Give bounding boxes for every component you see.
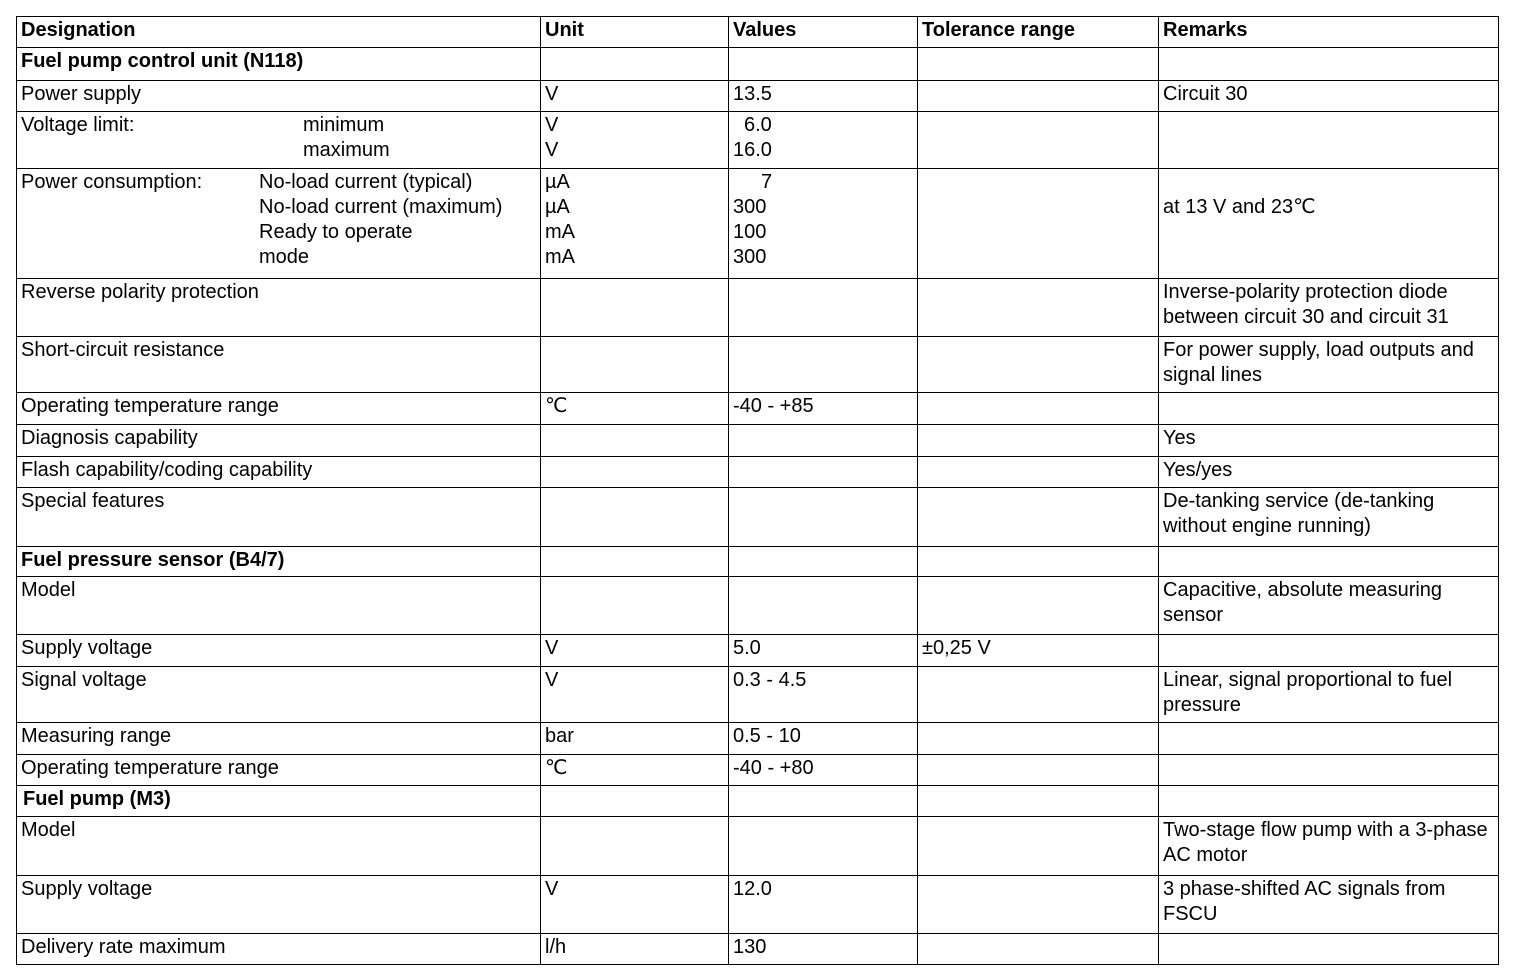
value-line: 300	[733, 196, 767, 219]
unit-line: µA	[545, 196, 570, 219]
table-row	[17, 755, 1499, 786]
table-row	[17, 933, 1499, 964]
remark-cell	[1159, 723, 1499, 755]
remark-cell	[1159, 393, 1499, 425]
tolerance-cell	[918, 169, 1159, 278]
value-cell	[729, 576, 918, 634]
value-cell: -40 - +80	[729, 755, 918, 786]
header-remarks: Remarks	[1159, 17, 1499, 48]
unit-cell	[541, 278, 729, 336]
designation-cell: Model	[17, 576, 541, 634]
unit-cell	[541, 546, 729, 576]
remark-cell	[1159, 546, 1499, 576]
designation-cell: Measuring range	[17, 723, 541, 755]
table-row	[17, 336, 1499, 392]
unit-cell: l/h	[541, 933, 729, 964]
remark-cell: For power supply, load outputs and signal lines	[1159, 336, 1499, 392]
designation-cell: Supply voltage	[17, 634, 541, 666]
unit-line: V	[545, 114, 559, 137]
header-unit: Unit	[541, 17, 729, 48]
unit-cell	[541, 576, 729, 634]
spec-sheet	[16, 16, 1498, 965]
sub-label: maximum	[303, 139, 390, 162]
tolerance-cell: ±0,25 V	[918, 634, 1159, 666]
tolerance-cell	[918, 81, 1159, 112]
remark-cell: Inverse-polarity protection diode between circuit 30 and circuit 31	[1159, 278, 1499, 336]
table-row	[17, 723, 1499, 755]
remark-cell	[1159, 48, 1499, 81]
table-row	[17, 666, 1499, 722]
value-cell	[729, 488, 918, 546]
table-row	[17, 634, 1499, 666]
designation-cell: Delivery rate maximum	[17, 933, 541, 964]
tolerance-cell	[918, 576, 1159, 634]
unit-cell	[541, 425, 729, 457]
value-cell: 0.3 - 4.5	[729, 666, 918, 722]
unit-line: V	[545, 139, 559, 162]
designation-cell: Reverse polarity protection	[17, 278, 541, 336]
designation-cell	[17, 112, 541, 169]
value-cell: 130	[729, 933, 918, 964]
value-cell	[729, 278, 918, 336]
header-designation: Designation	[17, 17, 541, 48]
unit-cell: V	[541, 81, 729, 112]
remark-cell: Circuit 30	[1159, 81, 1499, 112]
tolerance-cell	[918, 875, 1159, 933]
remark-cell: De-tanking service (de-tanking without engine running)	[1159, 488, 1499, 546]
remark-cell	[1159, 169, 1499, 278]
unit-cell	[541, 786, 729, 817]
value-line: 6.0	[744, 114, 772, 137]
table-row	[17, 169, 1499, 278]
designation-cell: Supply voltage	[17, 875, 541, 933]
tolerance-cell	[918, 817, 1159, 875]
tolerance-cell	[918, 723, 1159, 755]
value-cell	[729, 457, 918, 488]
tolerance-cell	[918, 393, 1159, 425]
value-line: 300	[733, 246, 767, 269]
unit-cell: V	[541, 875, 729, 933]
table-header-row	[17, 17, 1499, 48]
designation-cell: Operating temperature range	[17, 755, 541, 786]
remark-cell: Capacitive, absolute measuring sensor	[1159, 576, 1499, 634]
unit-cell: V	[541, 666, 729, 722]
header-tolerance: Tolerance range	[918, 17, 1159, 48]
unit-cell	[541, 169, 729, 278]
unit-cell: bar	[541, 723, 729, 755]
unit-cell: ℃	[541, 393, 729, 425]
section-title: Fuel pressure sensor (B4/7)	[17, 546, 541, 576]
tolerance-cell	[918, 278, 1159, 336]
sub-label: mode	[259, 246, 310, 269]
section-row	[17, 48, 1499, 81]
tolerance-cell	[918, 786, 1159, 817]
table-row	[17, 278, 1499, 336]
value-cell	[729, 546, 918, 576]
value-cell: 12.0	[729, 875, 918, 933]
table-row	[17, 81, 1499, 112]
table-row	[17, 112, 1499, 169]
value-cell: 13.5	[729, 81, 918, 112]
remark-cell	[1159, 112, 1499, 169]
designation-cell: Power supply	[17, 81, 541, 112]
value-cell	[729, 786, 918, 817]
section-row	[17, 546, 1499, 576]
designation-cell: Operating temperature range	[17, 393, 541, 425]
tolerance-cell	[918, 666, 1159, 722]
table-row	[17, 875, 1499, 933]
remark-cell: Linear, signal proportional to fuel pressure	[1159, 666, 1499, 722]
table-row	[17, 393, 1499, 425]
unit-cell	[541, 817, 729, 875]
remark-cell: Two-stage flow pump with a 3-phase AC motor	[1159, 817, 1499, 875]
remark-line: at 13 V and 23℃	[1163, 196, 1316, 219]
unit-cell	[541, 112, 729, 169]
table-row	[17, 425, 1499, 457]
section-row	[17, 786, 1499, 817]
table-row	[17, 576, 1499, 634]
designation-cell: Short-circuit resistance	[17, 336, 541, 392]
tolerance-cell	[918, 425, 1159, 457]
remark-cell: Yes	[1159, 425, 1499, 457]
value-cell	[729, 425, 918, 457]
table-row	[17, 817, 1499, 875]
value-cell	[729, 112, 918, 169]
tolerance-cell	[918, 546, 1159, 576]
value-line: 7	[761, 171, 773, 194]
designation-cell: Signal voltage	[17, 666, 541, 722]
remark-cell	[1159, 933, 1499, 964]
value-line: 100	[733, 221, 767, 244]
designation-cell: Model	[17, 817, 541, 875]
tolerance-cell	[918, 112, 1159, 169]
tolerance-cell	[918, 336, 1159, 392]
tolerance-cell	[918, 48, 1159, 81]
sub-label: No-load current (typical)	[259, 171, 473, 194]
remark-cell: 3 phase-shifted AC signals from FSCU	[1159, 875, 1499, 933]
designation-cell: Special features	[17, 488, 541, 546]
designation-cell: Flash capability/coding capability	[17, 457, 541, 488]
designation-label: Power consumption:	[21, 171, 203, 194]
unit-cell	[541, 457, 729, 488]
unit-line: µA	[545, 171, 570, 194]
unit-cell: V	[541, 634, 729, 666]
sub-label: No-load current (maximum)	[259, 196, 503, 219]
designation-cell: Diagnosis capability	[17, 425, 541, 457]
unit-cell	[541, 48, 729, 81]
value-cell	[729, 817, 918, 875]
remark-cell: Yes/yes	[1159, 457, 1499, 488]
value-cell: 0.5 - 10	[729, 723, 918, 755]
value-line: 16.0	[733, 139, 772, 162]
header-values: Values	[729, 17, 918, 48]
section-title: Fuel pump control unit (N118)	[17, 48, 541, 81]
unit-cell	[541, 488, 729, 546]
specification-table	[16, 16, 1499, 965]
tolerance-cell	[918, 457, 1159, 488]
value-cell: 5.0	[729, 634, 918, 666]
tolerance-cell	[918, 933, 1159, 964]
designation-cell	[17, 169, 541, 278]
value-cell	[729, 336, 918, 392]
tolerance-cell	[918, 755, 1159, 786]
sub-label: Ready to operate	[259, 221, 413, 244]
table-row	[17, 488, 1499, 546]
remark-cell	[1159, 634, 1499, 666]
unit-cell: ℃	[541, 755, 729, 786]
value-cell	[729, 169, 918, 278]
designation-label: Voltage limit:	[21, 114, 135, 137]
tolerance-cell	[918, 488, 1159, 546]
unit-line: mA	[545, 221, 575, 244]
remark-cell	[1159, 755, 1499, 786]
remark-cell	[1159, 786, 1499, 817]
value-cell	[729, 48, 918, 81]
sub-label: minimum	[303, 114, 385, 137]
unit-cell	[541, 336, 729, 392]
table-row	[17, 457, 1499, 488]
value-cell: -40 - +85	[729, 393, 918, 425]
unit-line: mA	[545, 246, 575, 269]
section-title: Fuel pump (M3)	[17, 786, 541, 817]
